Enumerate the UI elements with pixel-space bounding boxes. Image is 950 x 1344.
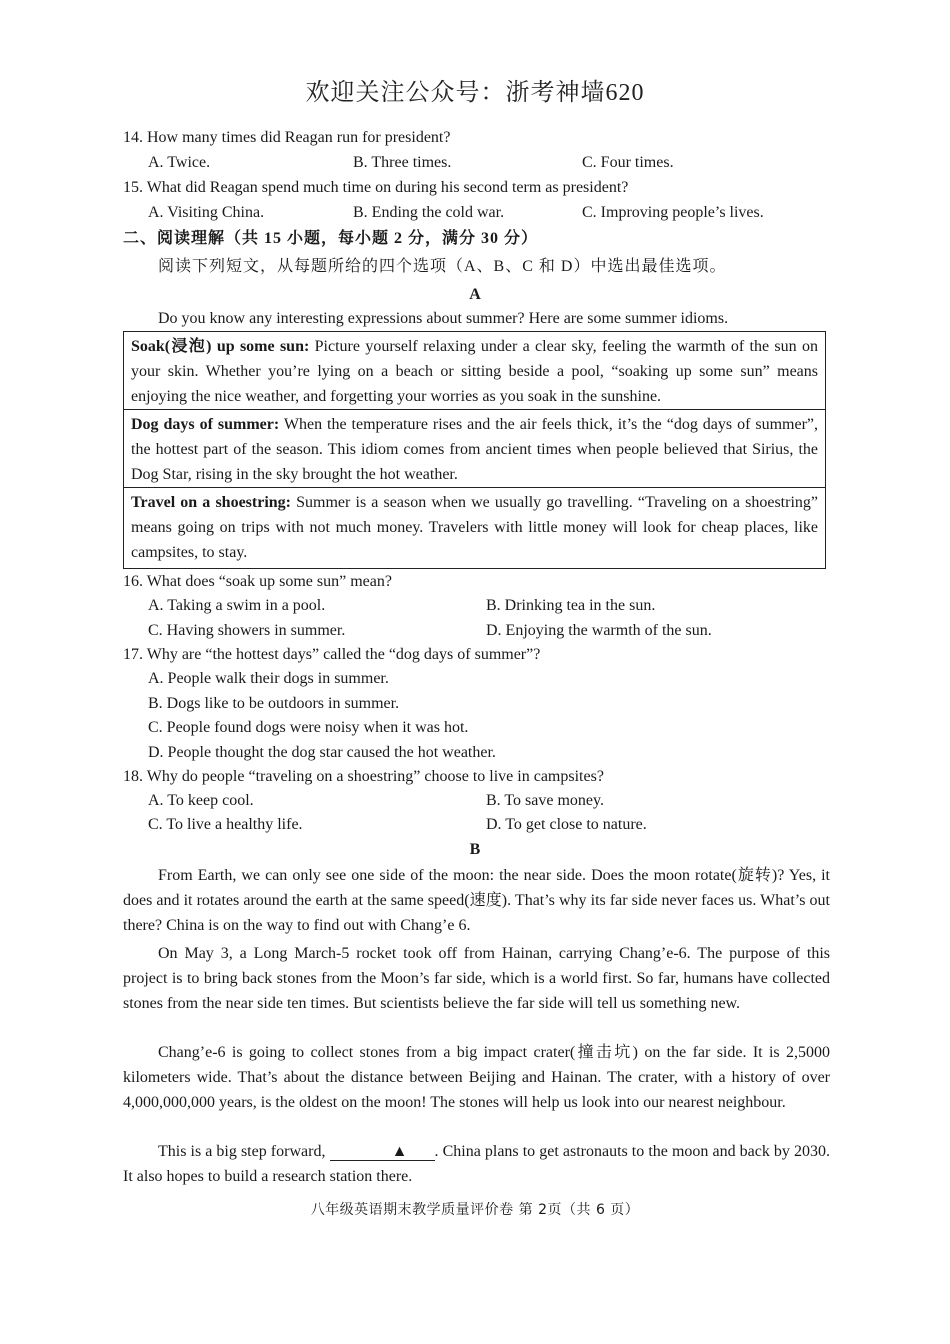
q17-option-d: D. People thought the dog star caused the hot weather. bbox=[148, 744, 496, 761]
q15-option-a: A. Visiting China. bbox=[148, 204, 265, 221]
q16-option-a: A. Taking a swim in a pool. bbox=[148, 597, 326, 614]
idiom-box-soak bbox=[123, 331, 826, 410]
q15-option-b: B. Ending the cold war. bbox=[353, 204, 505, 221]
page-footer: 八年级英语期末教学质量评价卷 第 2页（共 6 页） bbox=[310, 1202, 640, 1218]
idiom-text: Picture yourself relaxing under a clear sky, feeling the warmth of the sun on your skin. Whether you’re lying on a beach or sitting beside a pool, “soaking up some sun” means enjoying the nice weather, and forgetting your worries as you soak in the sunshine. bbox=[131, 338, 818, 405]
q16-option-c: C. Having showers in summer. bbox=[148, 622, 346, 639]
idiom-box-shoestring bbox=[123, 487, 826, 569]
question-16: 16. What does “soak up some sun” mean? bbox=[123, 573, 392, 590]
section-title: 二、阅读理解（共 15 小题，每小题 2 分，满分 30 分） bbox=[123, 230, 539, 247]
passage-b-paragraph-3: Chang’e-6 is going to collect stones from a big impact crater(撞击坑) on the far side. It is 2,5000 kilometers wide. That’s about the distance between Beijing and Hainan. The crater, with a history of over 4,000,000,000 years, is the oldest on the moon! The stones will help us look into our nearest neighbour. bbox=[123, 1044, 830, 1111]
passage-b-paragraph-1: From Earth, we can only see one side of the moon: the near side. Does the moon rotate(旋转)? Yes, it does and it rotates around the earth at the same speed(速度). That’s why its far side never faces us. What’s out there? China is on the way to find out with Chang’e 6. bbox=[123, 867, 830, 934]
q18-option-c: C. To live a healthy life. bbox=[148, 816, 303, 833]
q18-option-a: A. To keep cool. bbox=[148, 792, 254, 809]
passage-b-paragraph-4 bbox=[123, 1139, 830, 1189]
q18-option-b: B. To save money. bbox=[486, 792, 604, 809]
question-14: 14. How many times did Reagan run for president? bbox=[123, 129, 451, 146]
q17-option-b: B. Dogs like to be outdoors in summer. bbox=[148, 695, 400, 712]
q14-option-a: A. Twice. bbox=[148, 154, 211, 171]
question-17: 17. Why are “the hottest days” called the “dog days of summer”? bbox=[123, 646, 541, 663]
idiom-term: Dog days of summer: bbox=[131, 416, 280, 433]
question-15: 15. What did Reagan spend much time on during his second term as president? bbox=[123, 179, 629, 196]
passage-b-label: B bbox=[469, 841, 481, 858]
passage-b-paragraph-2: On May 3, a Long March-5 rocket took off from Hainan, carrying Chang’e-6. The purpose of this project is to bring back stones from the Moon’s far side, which is a world first. So far, humans have collected stones from the near side ten times. But scientists believe the far side will tell us something new. bbox=[123, 945, 830, 1012]
passage-a-label: A bbox=[469, 286, 481, 303]
answer-blank: ▲ bbox=[330, 1144, 435, 1161]
q17-option-c: C. People found dogs were noisy when it was hot. bbox=[148, 719, 469, 736]
page-header: 欢迎关注公众号：浙考神墙620 bbox=[305, 80, 645, 106]
q18-option-d: D. To get close to nature. bbox=[486, 816, 647, 833]
question-18: 18. Why do people “traveling on a shoestring” choose to live in campsites? bbox=[123, 768, 604, 785]
section-instruction: 阅读下列短文，从每题所给的四个选项（A、B、C 和 D）中选出最佳选项。 bbox=[158, 258, 727, 275]
paragraph-text: . China plans to get astronauts to the moon and back by 2030. It also hopes to build a research station there. bbox=[123, 1143, 830, 1185]
idiom-text: When the temperature rises and the air feels thick, it’s the “dog days of summer”, the hottest part of the season. This idiom comes from ancient times when people believed that Sirius, the Dog Star, rising in the sky brought the hot weather. bbox=[131, 416, 818, 483]
q14-option-c: C. Four times. bbox=[582, 154, 674, 171]
q16-option-d: D. Enjoying the warmth of the sun. bbox=[486, 622, 712, 639]
q15-option-c: C. Improving people’s lives. bbox=[582, 204, 764, 221]
q16-option-b: B. Drinking tea in the sun. bbox=[486, 597, 656, 614]
idiom-box-dog-days bbox=[123, 409, 826, 488]
idiom-term: Soak(浸泡) up some sun: bbox=[131, 338, 310, 355]
passage-a-intro: Do you know any interesting expressions about summer? Here are some summer idioms. bbox=[158, 310, 729, 327]
q14-option-b: B. Three times. bbox=[353, 154, 452, 171]
idiom-text: Summer is a season when we usually go travelling. “Traveling on a shoestring” means going on trips with not much money. Travelers with little money will look for cheap places, like campsites, to stay. bbox=[131, 494, 818, 561]
paragraph-text: This is a big step forward, bbox=[158, 1143, 330, 1160]
q17-option-a: A. People walk their dogs in summer. bbox=[148, 670, 389, 687]
idiom-term: Travel on a shoestring: bbox=[131, 494, 291, 511]
